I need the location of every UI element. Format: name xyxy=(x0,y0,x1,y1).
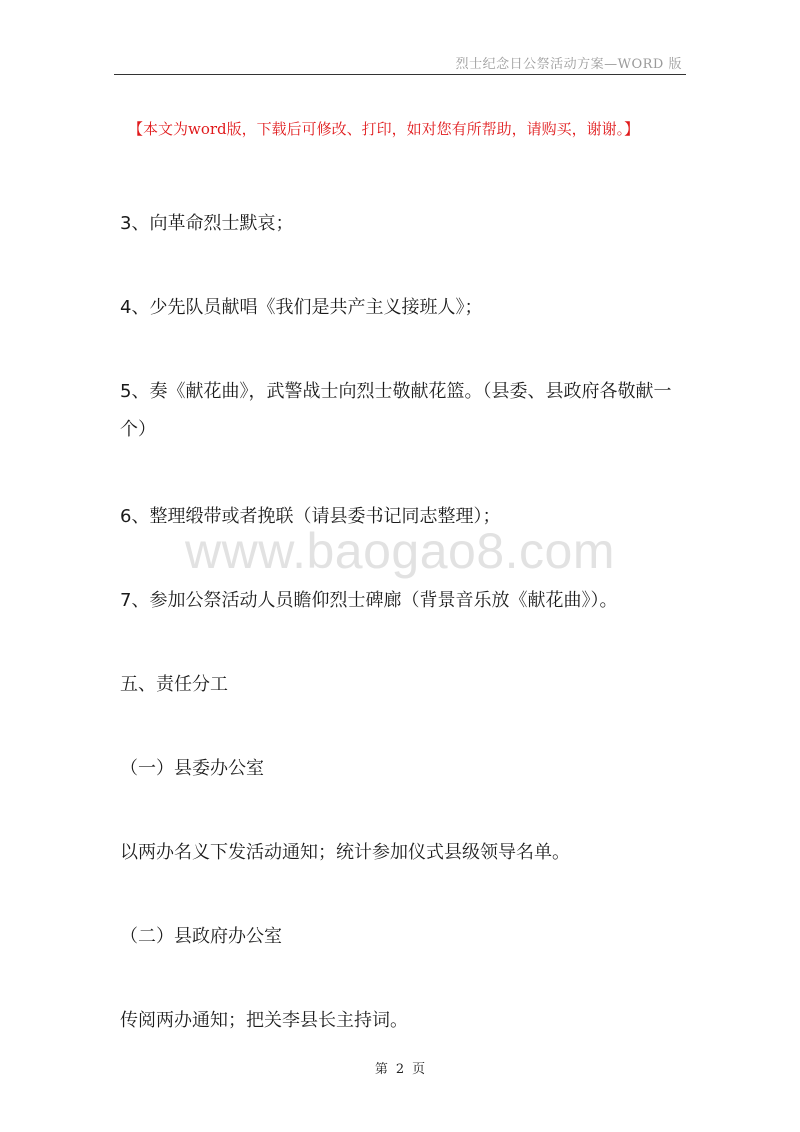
subheading-county-committee-office: （一）县委办公室 xyxy=(120,758,264,779)
page-number-prefix: 第 xyxy=(374,1062,388,1077)
body-paragraph-step-3: 3、向革命烈士默哀； xyxy=(120,213,294,234)
body-paragraph-committee-duties: 以两办名义下发活动通知；统计参加仪式县级领导名单。 xyxy=(120,842,570,863)
body-paragraph-step-5: 5、奏《献花曲》，武警战士向烈士敬献花篮。（县委、县政府各敬献一个） xyxy=(120,381,672,440)
body-paragraph-step-6: 6、整理缎带或者挽联（请县委书记同志整理）； xyxy=(120,506,501,527)
page-header-title: 烈士纪念日公祭活动方案—WORD 版 xyxy=(455,57,682,72)
body-paragraph-step-7: 7、参加公祭活动人员瞻仰烈士碑廊（背景音乐放《献花曲》）。 xyxy=(120,590,618,611)
subheading-county-government-office: （二）县政府办公室 xyxy=(120,926,282,947)
header-rule xyxy=(114,74,686,75)
body-paragraph-step-4: 4、少先队员献唱《我们是共产主义接班人》； xyxy=(120,297,483,318)
body-paragraph-government-duties: 传阅两办通知；把关李县长主持词。 xyxy=(120,1010,408,1031)
page-number: 2 xyxy=(395,1062,405,1077)
section-heading-responsibilities: 五、责任分工 xyxy=(120,674,228,695)
page-footer xyxy=(0,1058,800,1077)
page-number-suffix: 页 xyxy=(412,1062,426,1077)
watermark: www.baogao8.com xyxy=(185,523,615,579)
purchase-notice: 【本文为word版，下载后可修改、打印，如对您有所帮助，请购买，谢谢。】 xyxy=(128,120,640,138)
